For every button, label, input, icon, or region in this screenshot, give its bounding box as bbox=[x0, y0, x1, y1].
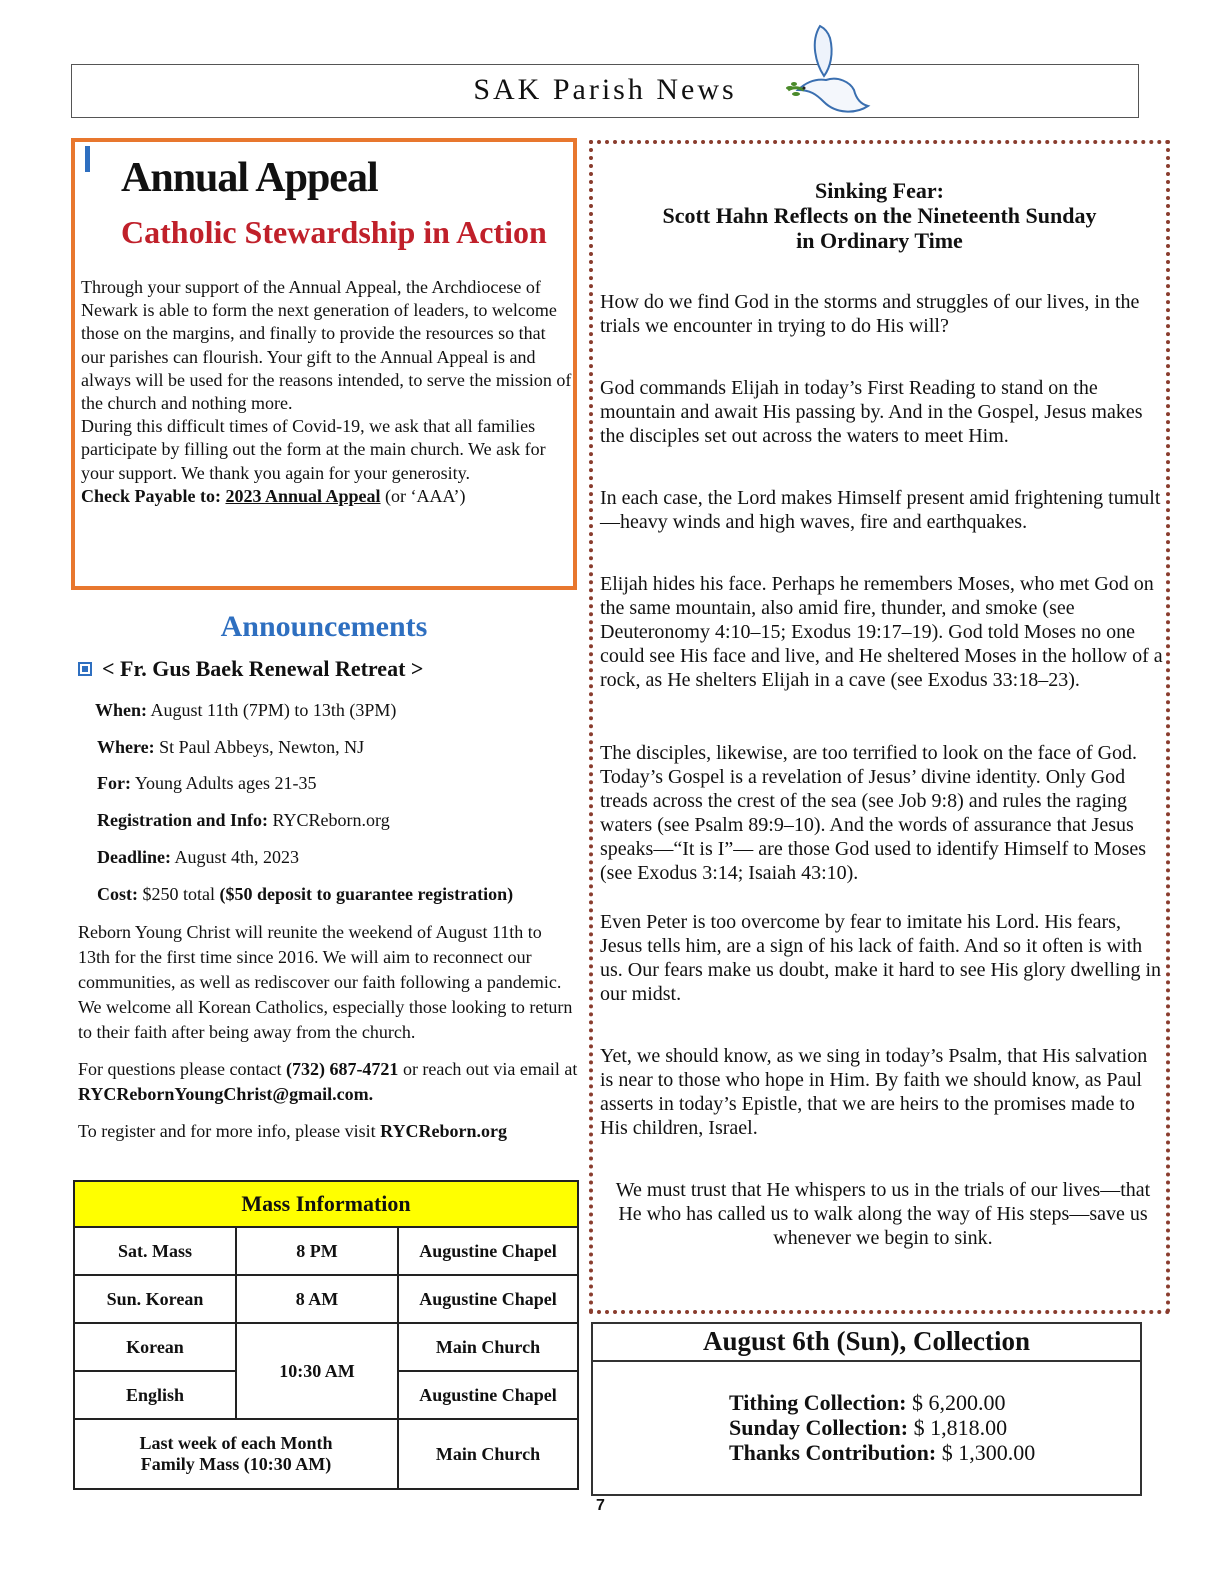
mass-time: 8 AM bbox=[236, 1275, 398, 1323]
collection-line bbox=[729, 1390, 1035, 1415]
detail-extra: ($50 deposit to guarantee registration) bbox=[219, 884, 514, 904]
table-row bbox=[74, 1323, 578, 1371]
article-title-line: Sinking Fear: bbox=[815, 178, 944, 203]
checkbox-bullet-icon bbox=[78, 662, 92, 676]
register-line bbox=[78, 1119, 578, 1144]
mass-name: Sun. Korean bbox=[74, 1275, 236, 1323]
appeal-paragraph: During this difficult times of Covid-19, we ask that all families participate by filling out the form at the main church. We ask for your support. We thank you again for your generosity. bbox=[81, 416, 546, 483]
detail-value: $250 total bbox=[138, 884, 220, 904]
detail-label: When: bbox=[95, 700, 148, 720]
detail-value: August 4th, 2023 bbox=[171, 847, 300, 867]
newsletter-header bbox=[71, 64, 1139, 118]
table-row bbox=[74, 1275, 578, 1323]
collection-value: $ 1,300.00 bbox=[936, 1440, 1036, 1465]
collection-line bbox=[729, 1415, 1035, 1440]
check-value: 2023 Annual Appeal bbox=[225, 485, 381, 506]
mass-name: English bbox=[74, 1371, 236, 1419]
collection-label: Sunday Collection: bbox=[729, 1415, 909, 1440]
contact-mid: or reach out via email at bbox=[398, 1059, 578, 1079]
detail-label: Where: bbox=[97, 737, 155, 757]
mass-information-table bbox=[73, 1180, 579, 1496]
article-paragraph: Even Peter is too overcome by fear to imitate his Lord. His fears, Jesus tells him, are a sign of his lack of faith. And so it often is with us. Our fears make us doubt, make it hard to see His glory dwelling in our midst. bbox=[600, 911, 1161, 1005]
collection-box bbox=[591, 1322, 1142, 1496]
announcement-paragraph: Reborn Young Christ will reunite the weekend of August 11th to 13th for the first time since 2016. We will aim to reconnect our communities, as well as rediscover our faith following a pandemic. bbox=[78, 922, 562, 992]
detail-value: St Paul Abbeys, Newton, NJ bbox=[154, 737, 365, 757]
mass-place: Augustine Chapel bbox=[398, 1227, 578, 1275]
mass-place: Main Church bbox=[398, 1419, 578, 1489]
mass-name: Sat. Mass bbox=[74, 1227, 236, 1275]
contact-email: RYCRebornYoungChrist@gmail.com. bbox=[78, 1084, 374, 1104]
mass-time: 8 PM bbox=[236, 1227, 398, 1275]
detail-registration bbox=[97, 810, 390, 831]
article-box bbox=[589, 140, 1170, 1314]
dove-icon bbox=[780, 24, 876, 120]
page-number: 7 bbox=[596, 1497, 605, 1514]
appeal-body bbox=[81, 276, 573, 508]
detail-value: Young Adults ages 21-35 bbox=[130, 773, 317, 793]
detail-label: For: bbox=[97, 773, 131, 793]
contact-line bbox=[78, 1057, 578, 1107]
announcements-title: Announcements bbox=[220, 610, 428, 643]
detail-where bbox=[97, 737, 364, 758]
article-paragraph: We must trust that He whispers to us in the trials of our lives—that He who has called us to walk along the way of His steps—save us whenever we begin to sink. bbox=[615, 1179, 1151, 1249]
collection-value: $ 6,200.00 bbox=[906, 1390, 1006, 1415]
mass-place: Main Church bbox=[398, 1323, 578, 1371]
collection-value: $ 1,818.00 bbox=[908, 1415, 1008, 1440]
detail-label: Deadline: bbox=[97, 847, 171, 867]
article-paragraph: In each case, the Lord makes Himself present amid frightening tumult—heavy winds and high waves, fire and earthquakes. bbox=[600, 487, 1161, 533]
mass-time: 10:30 AM bbox=[236, 1323, 398, 1419]
family-mass-line: Family Mass (10:30 AM) bbox=[140, 1454, 332, 1474]
contact-pre: For questions please contact bbox=[78, 1059, 286, 1079]
mass-place: Augustine Chapel bbox=[398, 1371, 578, 1419]
article-paragraph: The disciples, likewise, are too terrified to look on the face of God. Today’s Gospel is a revelation of Jesus’ divine identity. Only God treads across the crest of the sea (see Job 9:8) and rules the raging waters (see Psalm 89:9–10). And the words of assurance that Jesus speaks—“It is I”— are those God used to identify Himself to Moses (see Exodus 3:14; Isaiah 43:10). bbox=[600, 742, 1147, 884]
article-title-line: Scott Hahn Reflects on the Nineteenth Sunday bbox=[662, 203, 1097, 228]
article-paragraph: How do we find God in the storms and struggles of our lives, in the trials we encounter in trying to do His will? bbox=[600, 291, 1140, 337]
detail-deadline bbox=[97, 847, 299, 868]
announcement-paragraph: We welcome all Korean Catholics, especially those looking to return to their faith after being away from the church. bbox=[78, 997, 573, 1042]
check-label: Check Payable to: bbox=[81, 485, 226, 506]
collection-label: Thanks Contribution: bbox=[729, 1440, 937, 1465]
collection-lines bbox=[729, 1390, 1035, 1465]
detail-when bbox=[95, 700, 396, 721]
appeal-title: Annual Appeal bbox=[121, 155, 378, 201]
family-mass-cell bbox=[74, 1419, 398, 1489]
detail-label: Registration and Info: bbox=[97, 810, 269, 830]
mass-place: Augustine Chapel bbox=[398, 1275, 578, 1323]
family-mass-line: Last week of each Month bbox=[139, 1433, 333, 1453]
detail-value: August 11th (7PM) to 13th (3PM) bbox=[147, 700, 397, 720]
appeal-subtitle: Catholic Stewardship in Action bbox=[121, 214, 547, 250]
check-suffix: (or ‘AAA’) bbox=[380, 485, 466, 506]
appeal-accent-bar bbox=[85, 146, 90, 172]
newsletter-title: SAK Parish News bbox=[473, 73, 737, 106]
table-row bbox=[74, 1419, 578, 1489]
retreat-heading bbox=[78, 656, 423, 682]
detail-cost bbox=[97, 884, 513, 905]
detail-value: RYCReborn.org bbox=[268, 810, 390, 830]
announcement-body bbox=[78, 920, 578, 1144]
table-row bbox=[74, 1227, 578, 1275]
retreat-title: < Fr. Gus Baek Renewal Retreat > bbox=[102, 656, 424, 681]
mass-table-header: Mass Information bbox=[74, 1181, 578, 1227]
collection-line bbox=[729, 1440, 1035, 1465]
article-title bbox=[593, 178, 1166, 253]
annual-appeal-box bbox=[71, 138, 577, 590]
article-paragraph: Elijah hides his face. Perhaps he remembers Moses, who met God on the same mountain, also amid fire, thunder, and smoke (see Deuteronomy 4:10–15; Exodus 19:17–19). God told Moses no one could see His face and live, and He sheltered Moses in the hollow of a rock, as He shelters Elijah in a cave (see Exodus 33:18–23). bbox=[600, 573, 1163, 691]
mass-name: Korean bbox=[74, 1323, 236, 1371]
detail-label: Cost: bbox=[97, 884, 138, 904]
check-payable-line bbox=[81, 485, 573, 508]
collection-title: August 6th (Sun), Collection bbox=[593, 1324, 1140, 1362]
register-site: RYCReborn.org bbox=[380, 1121, 508, 1141]
article-paragraph: Yet, we should know, as we sing in today’s Psalm, that His salvation is near to those who hope in Him. By faith we should know, as Paul asserts in today’s Epistle, that we are heirs to the promises made to His children, Israel. bbox=[600, 1045, 1148, 1139]
contact-phone: (732) 687-4721 bbox=[285, 1059, 399, 1079]
article-paragraph: God commands Elijah in today’s First Reading to stand on the mountain and await His passing by. And in the Gospel, Jesus makes the disciples set out across the waters to meet Him. bbox=[600, 377, 1143, 447]
collection-label: Tithing Collection: bbox=[729, 1390, 907, 1415]
register-pre: To register and for more info, please visit bbox=[78, 1121, 381, 1141]
detail-for bbox=[97, 773, 317, 794]
appeal-paragraph: Through your support of the Annual Appeal, the Archdiocese of Newark is able to form the next generation of leaders, to welcome those on the margins, and finally to provide the resources so that our parishes can flourish. Your gift to the Annual Appeal is and always will be used for the reasons intended, to serve the mission of the church and nothing more. bbox=[81, 277, 572, 414]
article-title-line: in Ordinary Time bbox=[796, 228, 963, 253]
